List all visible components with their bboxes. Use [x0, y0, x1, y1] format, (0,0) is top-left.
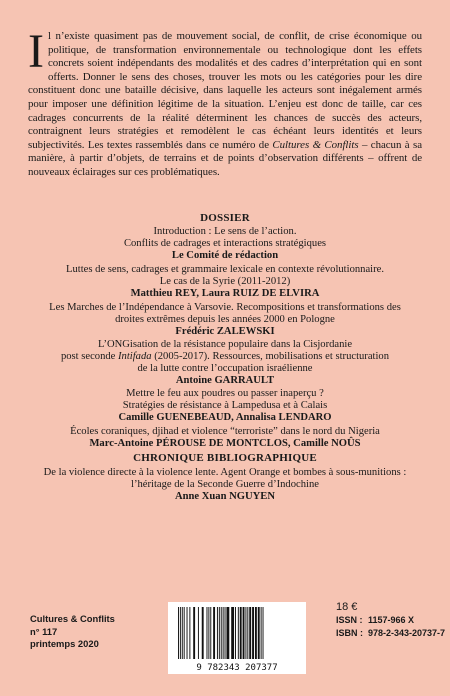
barcode-bar [178, 607, 179, 659]
barcode-graphic [168, 602, 306, 674]
barcode-bar [207, 607, 208, 659]
article-6 [20, 426, 430, 450]
price: 18 € [336, 601, 358, 613]
isbn-line [336, 627, 445, 640]
barcode-bar [258, 607, 260, 659]
barcode-bar [231, 607, 234, 659]
article-2 [20, 264, 430, 300]
barcode-bar [187, 607, 188, 659]
identifiers [336, 614, 445, 640]
barcode-bar [243, 607, 245, 659]
barcode-bar [189, 607, 190, 659]
chronique-heading: CHRONIQUE BIBLIOGRAPHIQUE [133, 452, 317, 464]
article-3 [20, 302, 430, 338]
article-author: Matthieu REY, Laura RUIZ DE ELVIRA [130, 287, 320, 299]
article-5 [20, 388, 430, 424]
issn-line [336, 614, 445, 627]
issue-season: printemps 2020 [30, 638, 99, 649]
title-text: post seconde [60, 350, 119, 362]
barcode-bar [263, 607, 264, 659]
barcode-bar [182, 607, 183, 659]
barcode-bar [261, 607, 262, 659]
barcode [168, 602, 306, 674]
article-author: Marc-Antoine PÉROUSE DE MONTCLOS, Camille NOÛS [89, 437, 361, 449]
barcode-bar [225, 607, 226, 659]
barcode-bar [245, 607, 246, 659]
barcode-bar [184, 607, 185, 659]
article-1 [20, 226, 430, 262]
chronique-article [20, 467, 430, 503]
intro-text-before: l n’existe quasiment pas de mouvement social, de conflit, de crise économique ou politique, de transformation environnementale ou technologique dont les effets concrets soient indépendants des modalités et des cadres d’interprétation qui en sont offerts. Donner le sens des choses, trouver les mots ou les catégories pour les dire constituent donc une bataille décisive, dans laquelle les acteurs sont inégalement armés pour imposer une définition légitime de la situation. L’enjeu est donc de taille, car ces cadrages concurrents de la réalité déterminent les chances de succès des acteurs, contraignent leurs stratégies et remodèlent le cas échéant leurs identités et leurs subjectivités. Les textes rassemblés dans ce numéro de [28, 30, 422, 151]
article-4 [20, 339, 430, 387]
intro-text-after: – chacun à sa manière, à partir d’objets, de terrains et de points d’observation différents – offrent de nouveaux éclairages sur ces problématiques. [28, 138, 422, 178]
barcode-bar [255, 607, 257, 659]
barcode-bar [180, 607, 181, 659]
title-text: (2005-2017). Ressources, mobilisations et structuration [151, 350, 390, 362]
barcode-bar [249, 607, 251, 659]
barcode-bar [219, 607, 220, 659]
article-title-line: De la violence directe à la violence lente. Agent Orange et bombes à sous-munitions : [43, 467, 407, 478]
barcode-bar [238, 607, 239, 659]
article-author: Le Comité de rédaction [171, 249, 279, 261]
barcode-digits: 9 782343 207377 [196, 663, 278, 673]
isbn-label: ISBN : [336, 628, 363, 638]
article-author: Anne Xuan NGUYEN [174, 490, 276, 502]
barcode-bar [235, 607, 236, 659]
article-title-line: L’ONGisation de la résistance populaire dans la Cisjordanie [97, 339, 353, 350]
barcode-bar [213, 607, 215, 659]
article-title-line: Les Marches de l’Indépendance à Varsovie. Recompositions et transformations des [49, 302, 401, 313]
barcode-bar [202, 607, 204, 659]
article-author: Frédéric ZALEWSKI [175, 325, 275, 337]
barcode-bar [247, 607, 248, 659]
article-title-line: Conflits de cadrages et interactions stratégiques [123, 237, 327, 249]
barcode-bar [198, 607, 199, 659]
barcode-bar [193, 607, 195, 659]
journal-title: Cultures & Conflits [30, 613, 115, 624]
barcode-bar [252, 607, 254, 659]
intro-paragraph [28, 25, 422, 180]
article-title-line: Introduction : Le sens de l’action. [153, 226, 297, 237]
article-title-line: Luttes de sens, cadrages et grammaire lexicale en contexte révolutionnaire. [66, 264, 384, 275]
article-title-line: Écoles coraniques, djihad et violence “terroriste” dans le nord du Nigeria [70, 426, 380, 437]
article-title-line: Mettre le feu aux poudres ou passer inaperçu ? [126, 388, 324, 399]
dossier-heading: DOSSIER [200, 212, 250, 224]
issn-label: ISSN : [336, 615, 363, 625]
issn-value: 1157-966 X [368, 615, 415, 625]
article-title-line: de la lutte contre l’occupation israélienne [137, 362, 313, 374]
barcode-bar [240, 607, 242, 659]
drop-cap: I [28, 25, 44, 78]
barcode-bar [208, 607, 209, 659]
title-italic: Intifada [118, 350, 152, 362]
article-author: Antoine GARRAULT [175, 374, 275, 386]
barcode-bar [223, 607, 224, 659]
journal-name-italic: Cultures & Conflits [272, 138, 359, 151]
article-title-line: l’héritage de la Seconde Guerre d’Indochine [131, 478, 319, 490]
issue-number: n° 117 [30, 625, 58, 637]
article-title-line: Le cas de la Syrie (2011-2012) [159, 275, 291, 287]
barcode-bar [226, 607, 229, 659]
article-title-line [20, 351, 430, 363]
article-author: Camille GUENEBEAUD, Annalisa LENDARO [118, 411, 332, 423]
isbn-value: 978-2-343-20737-7 [368, 628, 446, 638]
barcode-bar [217, 607, 218, 659]
barcode-bar [210, 607, 211, 659]
barcode-bar [221, 607, 222, 659]
journal-info [30, 613, 115, 651]
article-title-line: droites extrêmes depuis les années 2000 en Pologne [115, 313, 335, 325]
article-title-line: Stratégies de résistance à Lampedusa et à Calais [122, 399, 328, 411]
